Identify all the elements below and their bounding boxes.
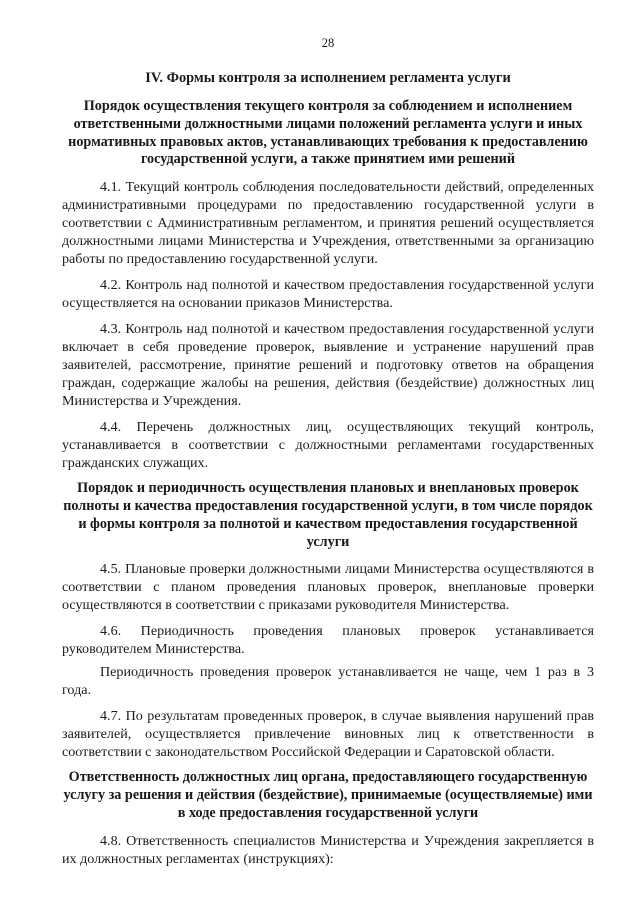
subsection-responsibility bbox=[62, 769, 594, 867]
subsection-heading: Порядок осуществления текущего контроля за соблюдением и исполнением ответственными должностными лицами положений регламента услуги и иных нормативных правовых актов, устанавливающих требования к предоставлению государственной услуги, а также принятием ими решений bbox=[68, 98, 588, 168]
subsection-heading: Ответственность должностных лиц органа, предоставляющего государственную услугу за решения и действия (бездействие), принимаемые (осуществляемые) ими в ходе предоставления государственной услуги bbox=[63, 769, 593, 821]
paragraph-4-5: 4.5. Плановые проверки должностными лицами Министерства осуществляются в соответствии с планом проведения плановых проверок, внеплановые проверки осуществляются в соответствии с приказами руководителя Министерства. bbox=[62, 561, 594, 614]
paragraph-4-8: 4.8. Ответственность специалистов Министерства и Учреждения закрепляется в их должностных регламентах (инструкциях): bbox=[62, 832, 594, 867]
paragraph-4-3: 4.3. Контроль над полнотой и качеством предоставления государственной услуги включает в себя проведение проверок, выявление и устранение нарушений прав заявителей, рассмотрение, принятие решений и подготовку ответов на обращения граждан, содержащие жалобы на решения, действия (бездействие) должностных лиц Министерства и Учреждения. bbox=[62, 321, 594, 410]
paragraph-4-4: 4.4. Перечень должностных лиц, осуществляющих текущий контроль, устанавливается в соответствии с должностными регламентами государственных гражданских служащих. bbox=[62, 419, 594, 472]
subsection-inspections bbox=[62, 480, 594, 761]
paragraph-4-7: 4.7. По результатам проведенных проверок, в случае выявления нарушений прав заявителей, осуществляется привлечение виновных лиц к ответственности в соответствии с законодательством Российской Федерации и Саратовской области. bbox=[62, 708, 594, 761]
subsection-current-control bbox=[62, 98, 594, 472]
paragraph-4-2: 4.2. Контроль над полнотой и качеством предоставления государственной услуги осуществляется на основании приказов Министерства. bbox=[62, 277, 594, 312]
paragraph-4-1: 4.1. Текущий контроль соблюдения последовательности действий, определенных административными процедурами по предоставлению государственной услуги в соответствии с Административным регламентом, и принятия решений осуществляется должностными лицами Министерства и Учреждения, ответственными за организацию работы по предоставлению государственной услуги. bbox=[62, 179, 594, 268]
subsection-heading: Порядок и периодичность осуществления плановых и внеплановых проверок полноты и качества предоставления государственной услуги, в том числе порядок и формы контроля за полнотой и качеством предоставления государственной услуги bbox=[63, 480, 593, 550]
paragraph-4-6: 4.6. Периодичность проведения плановых проверок устанавливается руководителем Министерства. bbox=[62, 623, 594, 658]
section-title: IV. Формы контроля за исполнением регламента услуги bbox=[145, 70, 511, 86]
page-number: 28 bbox=[321, 36, 335, 50]
paragraph-periodicity: Периодичность проведения проверок устанавливается не чаще, чем 1 раз в 3 года. bbox=[62, 664, 594, 699]
